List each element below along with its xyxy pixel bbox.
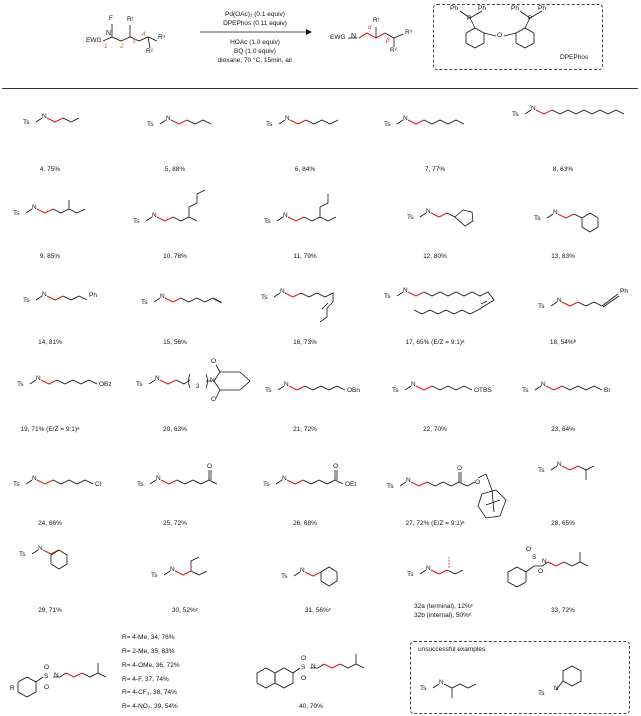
sub-20: 3 bbox=[196, 384, 200, 390]
reactant-r1: R¹ bbox=[127, 16, 134, 23]
n-16: N bbox=[280, 288, 285, 295]
n-6: N bbox=[285, 115, 290, 122]
reactant-r3: R³ bbox=[158, 34, 165, 41]
n-9: N bbox=[32, 204, 37, 211]
label-34: R= 4-Me, 34, 76% bbox=[122, 634, 175, 641]
otbs-22: OTBS bbox=[474, 387, 492, 394]
n-13: N bbox=[553, 209, 558, 216]
ts-20: Ts bbox=[136, 381, 143, 388]
n-18: N bbox=[557, 297, 562, 304]
n-25: N bbox=[156, 475, 161, 482]
structure-33 bbox=[508, 552, 588, 587]
dpephos-ph-1: Ph bbox=[450, 5, 458, 12]
n-unsuccessful-2: N bbox=[554, 685, 559, 692]
o1-27: O bbox=[457, 465, 463, 472]
label-8: 8, 63% bbox=[552, 166, 574, 173]
ts-26: Ts bbox=[263, 481, 270, 488]
n-34: N bbox=[54, 672, 59, 679]
n-5: N bbox=[166, 115, 171, 122]
label-25: 25, 72% bbox=[163, 520, 187, 527]
br-23: Br bbox=[604, 387, 611, 394]
label-22: 22, 70% bbox=[423, 426, 447, 433]
ph-14: Ph bbox=[89, 292, 97, 299]
ts-10: Ts bbox=[133, 218, 140, 225]
n-27: N bbox=[406, 477, 411, 484]
ts-17: Ts bbox=[384, 293, 391, 300]
structure-40 bbox=[257, 654, 364, 688]
structure-27 bbox=[400, 472, 506, 518]
label-4: 4, 75% bbox=[39, 166, 61, 173]
n-30: N bbox=[170, 566, 175, 573]
ts-6: Ts bbox=[266, 121, 273, 128]
ts-15: Ts bbox=[141, 299, 148, 306]
n-21: N bbox=[284, 381, 289, 388]
oet-26: OEt bbox=[345, 481, 357, 488]
n-17: N bbox=[403, 287, 408, 294]
structure-28 bbox=[551, 466, 594, 480]
product-beta: β bbox=[386, 37, 390, 44]
label-12: 12, 80% bbox=[423, 253, 447, 260]
ts-30: Ts bbox=[151, 572, 158, 579]
ts-18: Ts bbox=[538, 303, 545, 310]
n-8: N bbox=[531, 105, 536, 112]
ts-11: Ts bbox=[264, 218, 271, 225]
product-r2: R² bbox=[390, 47, 397, 54]
ts-23: Ts bbox=[522, 387, 529, 394]
label-17: 17, 65% (E/Z = 9:1)ᵃ bbox=[405, 339, 465, 346]
reactant-r2: R² bbox=[146, 48, 153, 55]
n-29: N bbox=[38, 545, 43, 552]
label-14: 14, 81% bbox=[38, 339, 62, 346]
o2-34: O bbox=[44, 684, 50, 691]
o1-33: O bbox=[526, 546, 532, 553]
ph-18: Ph bbox=[620, 288, 628, 295]
structure-17 bbox=[397, 292, 494, 314]
reactant-f: F bbox=[109, 15, 113, 22]
condition-oxidant: BQ (1.0 equiv) bbox=[234, 48, 276, 55]
label-29: 29, 71% bbox=[38, 607, 62, 614]
ts-32: Ts bbox=[407, 571, 414, 578]
label-32a: 32a (terminal), 12%ᶜ bbox=[414, 603, 474, 610]
reactant-num-4: 4 bbox=[142, 31, 146, 38]
n-19: N bbox=[36, 375, 41, 382]
reactant-num-3: 3 bbox=[132, 38, 136, 45]
o1-34: O bbox=[44, 664, 50, 671]
reactant-n: N bbox=[106, 30, 112, 37]
structure-34-39 bbox=[18, 663, 106, 697]
n-31: N bbox=[300, 567, 305, 574]
ts-8: Ts bbox=[512, 111, 519, 118]
label-13: 13, 83% bbox=[551, 253, 575, 260]
label-11: 11, 79% bbox=[293, 253, 317, 260]
label-9: 9, 85% bbox=[39, 253, 61, 260]
condition-solvent: dioxane, 70 °C, 15min, air bbox=[217, 57, 293, 64]
condition-acid: HOAc (1.0 equiv) bbox=[230, 39, 280, 46]
structure-29 bbox=[32, 550, 67, 569]
dpephos-ph-3: Ph bbox=[511, 5, 519, 12]
o2-27: O bbox=[475, 479, 481, 486]
n-28: N bbox=[557, 461, 562, 468]
n-7: N bbox=[403, 115, 408, 122]
n-32: N bbox=[426, 565, 431, 572]
dpephos-p-2: P bbox=[528, 15, 533, 22]
label-37: R= 4-F, 37, 74% bbox=[122, 676, 169, 683]
label-16: 16, 73% bbox=[293, 339, 317, 346]
o2-40: O bbox=[301, 675, 307, 682]
n-12: N bbox=[426, 208, 431, 215]
o-26: O bbox=[333, 463, 339, 470]
ts-27: Ts bbox=[387, 483, 394, 490]
label-32b: 32b (internal), 50%ᶜ bbox=[414, 612, 472, 619]
product-n: N bbox=[351, 33, 357, 40]
label-6: 6, 84% bbox=[294, 166, 316, 173]
label-31: 31, 56%ᶜ bbox=[304, 607, 332, 614]
product-r3: R³ bbox=[405, 29, 412, 36]
label-38: R= 4-CF₃, 38, 74% bbox=[122, 689, 177, 696]
label-19: 19, 71% (E/Z = 9:1)ᵃ bbox=[20, 426, 80, 433]
s-40: S bbox=[301, 664, 306, 671]
label-18: 18, 54%ᵇ bbox=[549, 339, 577, 346]
label-40: 40, 70% bbox=[299, 703, 323, 710]
label-24: 24, 66% bbox=[38, 520, 62, 527]
product-alpha: α bbox=[368, 24, 372, 31]
n-20: N bbox=[155, 375, 160, 382]
ts-unsuccessful-2: Ts bbox=[538, 690, 545, 697]
unsuccessful-title: unsuccessful examples bbox=[418, 646, 486, 653]
n-24: N bbox=[32, 475, 37, 482]
s-34: S bbox=[44, 673, 49, 680]
dpephos-name: DPEPhos bbox=[560, 54, 589, 61]
ts-5: Ts bbox=[147, 121, 154, 128]
label-10: 10, 78% bbox=[163, 253, 187, 260]
ts-9: Ts bbox=[13, 210, 20, 217]
label-28: 28, 65% bbox=[551, 520, 575, 527]
label-35: R= 2-Me, 35, 83% bbox=[122, 648, 175, 655]
n-23: N bbox=[541, 381, 546, 388]
ts-29: Ts bbox=[19, 551, 26, 558]
reactant-num-1: 1 bbox=[104, 43, 108, 50]
label-33: 33, 72% bbox=[551, 607, 575, 614]
label-5: 5, 88% bbox=[164, 166, 186, 173]
condition-catalyst: Pd(OAc)₂ (0.1 equiv) bbox=[225, 11, 285, 18]
n-15: N bbox=[160, 293, 165, 300]
ts-4: Ts bbox=[23, 119, 30, 126]
reactant-num-2: 2 bbox=[120, 43, 124, 50]
n-26: N bbox=[282, 475, 287, 482]
n-imide-20: N bbox=[210, 377, 215, 384]
label-23: 23, 64% bbox=[551, 426, 575, 433]
o2-33: O bbox=[538, 568, 544, 575]
label-39: R= 4-NO₂, 39, 54% bbox=[122, 703, 178, 710]
ts-31: Ts bbox=[281, 573, 288, 580]
product-r1: R¹ bbox=[373, 17, 380, 24]
ts-12: Ts bbox=[407, 214, 414, 221]
ts-unsuccessful-1: Ts bbox=[420, 685, 427, 692]
ts-21: Ts bbox=[265, 387, 272, 394]
label-36: R= 4-OMe, 36, 72% bbox=[122, 662, 180, 669]
ts-22: Ts bbox=[392, 387, 399, 394]
n-10: N bbox=[152, 212, 157, 219]
n-40: N bbox=[311, 663, 316, 670]
dpephos-p-1: P bbox=[467, 15, 472, 22]
ts-13: Ts bbox=[534, 215, 541, 222]
reactant-ewg: EWG bbox=[86, 37, 102, 44]
n-22: N bbox=[411, 381, 416, 388]
ts-19: Ts bbox=[17, 381, 24, 388]
dpephos-ph-2: Ph bbox=[478, 5, 486, 12]
cl-24: Cl bbox=[95, 481, 102, 488]
dpephos-o: O bbox=[497, 32, 503, 39]
ts-14: Ts bbox=[23, 297, 30, 304]
ts-28: Ts bbox=[538, 467, 545, 474]
o1-20: O bbox=[211, 358, 217, 365]
label-15: 15, 56% bbox=[163, 339, 187, 346]
label-27: 27, 72% (E/Z = 9:1)ᵃ bbox=[405, 520, 465, 527]
o2-20: O bbox=[211, 396, 217, 403]
n-33: N bbox=[542, 558, 547, 565]
ts-25: Ts bbox=[137, 481, 144, 488]
structure-8 bbox=[525, 110, 624, 114]
n-4: N bbox=[42, 113, 47, 120]
n-11: N bbox=[283, 212, 288, 219]
ts-24: Ts bbox=[13, 481, 20, 488]
o-25: O bbox=[207, 463, 213, 470]
o1-40: O bbox=[301, 655, 307, 662]
condition-ligand: DPEPhos (0.11 equiv) bbox=[223, 20, 287, 27]
obz-19: OBz bbox=[99, 381, 112, 388]
ts-16: Ts bbox=[261, 294, 268, 301]
label-20: 20, 63% bbox=[163, 426, 187, 433]
product-ewg: EWG bbox=[330, 34, 346, 41]
n-14: N bbox=[42, 291, 47, 298]
label-7: 7, 77% bbox=[424, 166, 446, 173]
dpephos-ph-4: Ph bbox=[538, 5, 546, 12]
r-34: R bbox=[10, 685, 15, 692]
label-26: 26, 68% bbox=[293, 520, 317, 527]
structure-20 bbox=[149, 365, 250, 398]
label-30: 30, 52%ᶜ bbox=[171, 607, 199, 614]
n-unsuccessful-1: N bbox=[439, 679, 444, 686]
obn-21: OBn bbox=[347, 387, 361, 394]
ts-7: Ts bbox=[384, 121, 391, 128]
s-33: S bbox=[532, 554, 537, 561]
label-21: 21, 72% bbox=[293, 426, 317, 433]
structure-16 bbox=[274, 293, 333, 322]
